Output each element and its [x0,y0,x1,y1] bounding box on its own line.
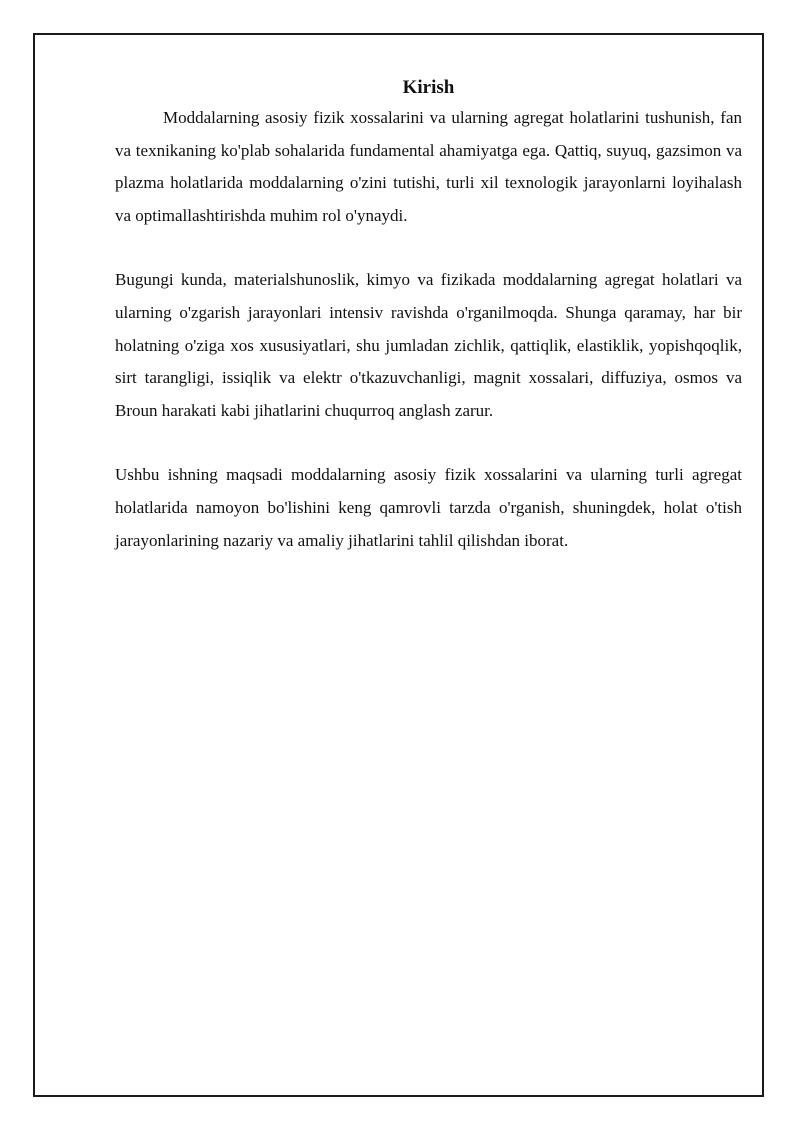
paragraph-intro: Moddalarning asosiy fizik xossalarini va ularning agregat holatlarini tushunish, fan va texnikaning ko'plab sohalarida fundamental ahamiyatga ega. Qattiq, suyuq, gazsimon va plazma holatlarida moddalarning o'zini tutishi, turli xil texnologik jarayonlarni loyihalash va optimallashtirishda muhim rol o'ynaydi. [115,108,742,225]
paragraph-aim: Ushbu ishning maqsadi moddalarning asosiy fizik xossalarini va ularning turli agregat holatlarida namoyon bo'lishini keng qamrovli tarzda o'rganish, shuningdek, holat o'tish jarayonlarining nazariy va amaliy jihatlarini tahlil qilishdan iborat. [115,465,742,550]
paragraph-gap [115,427,742,459]
paragraph-gap [115,232,742,264]
document-body [115,74,742,557]
document-title: Kirish [402,77,455,98]
paragraph-context: Bugungi kunda, materialshunoslik, kimyo va fizikada moddalarning agregat holatlari va ularning o'zgarish jarayonlari intensiv ravishda o'rganilmoqda. Shunga qaramay, har bir holatning o'ziga xos xususiyatlari, shu jumladan zichlik, qattiqlik, elastiklik, yopishqoqlik, sirt tarangligi, issiqlik va elektr o'tkazuvchanligi, magnit xossalari, diffuziya, osmos va Broun harakati kabi jihatlarini chuqurroq anglash zarur. [115,270,742,420]
